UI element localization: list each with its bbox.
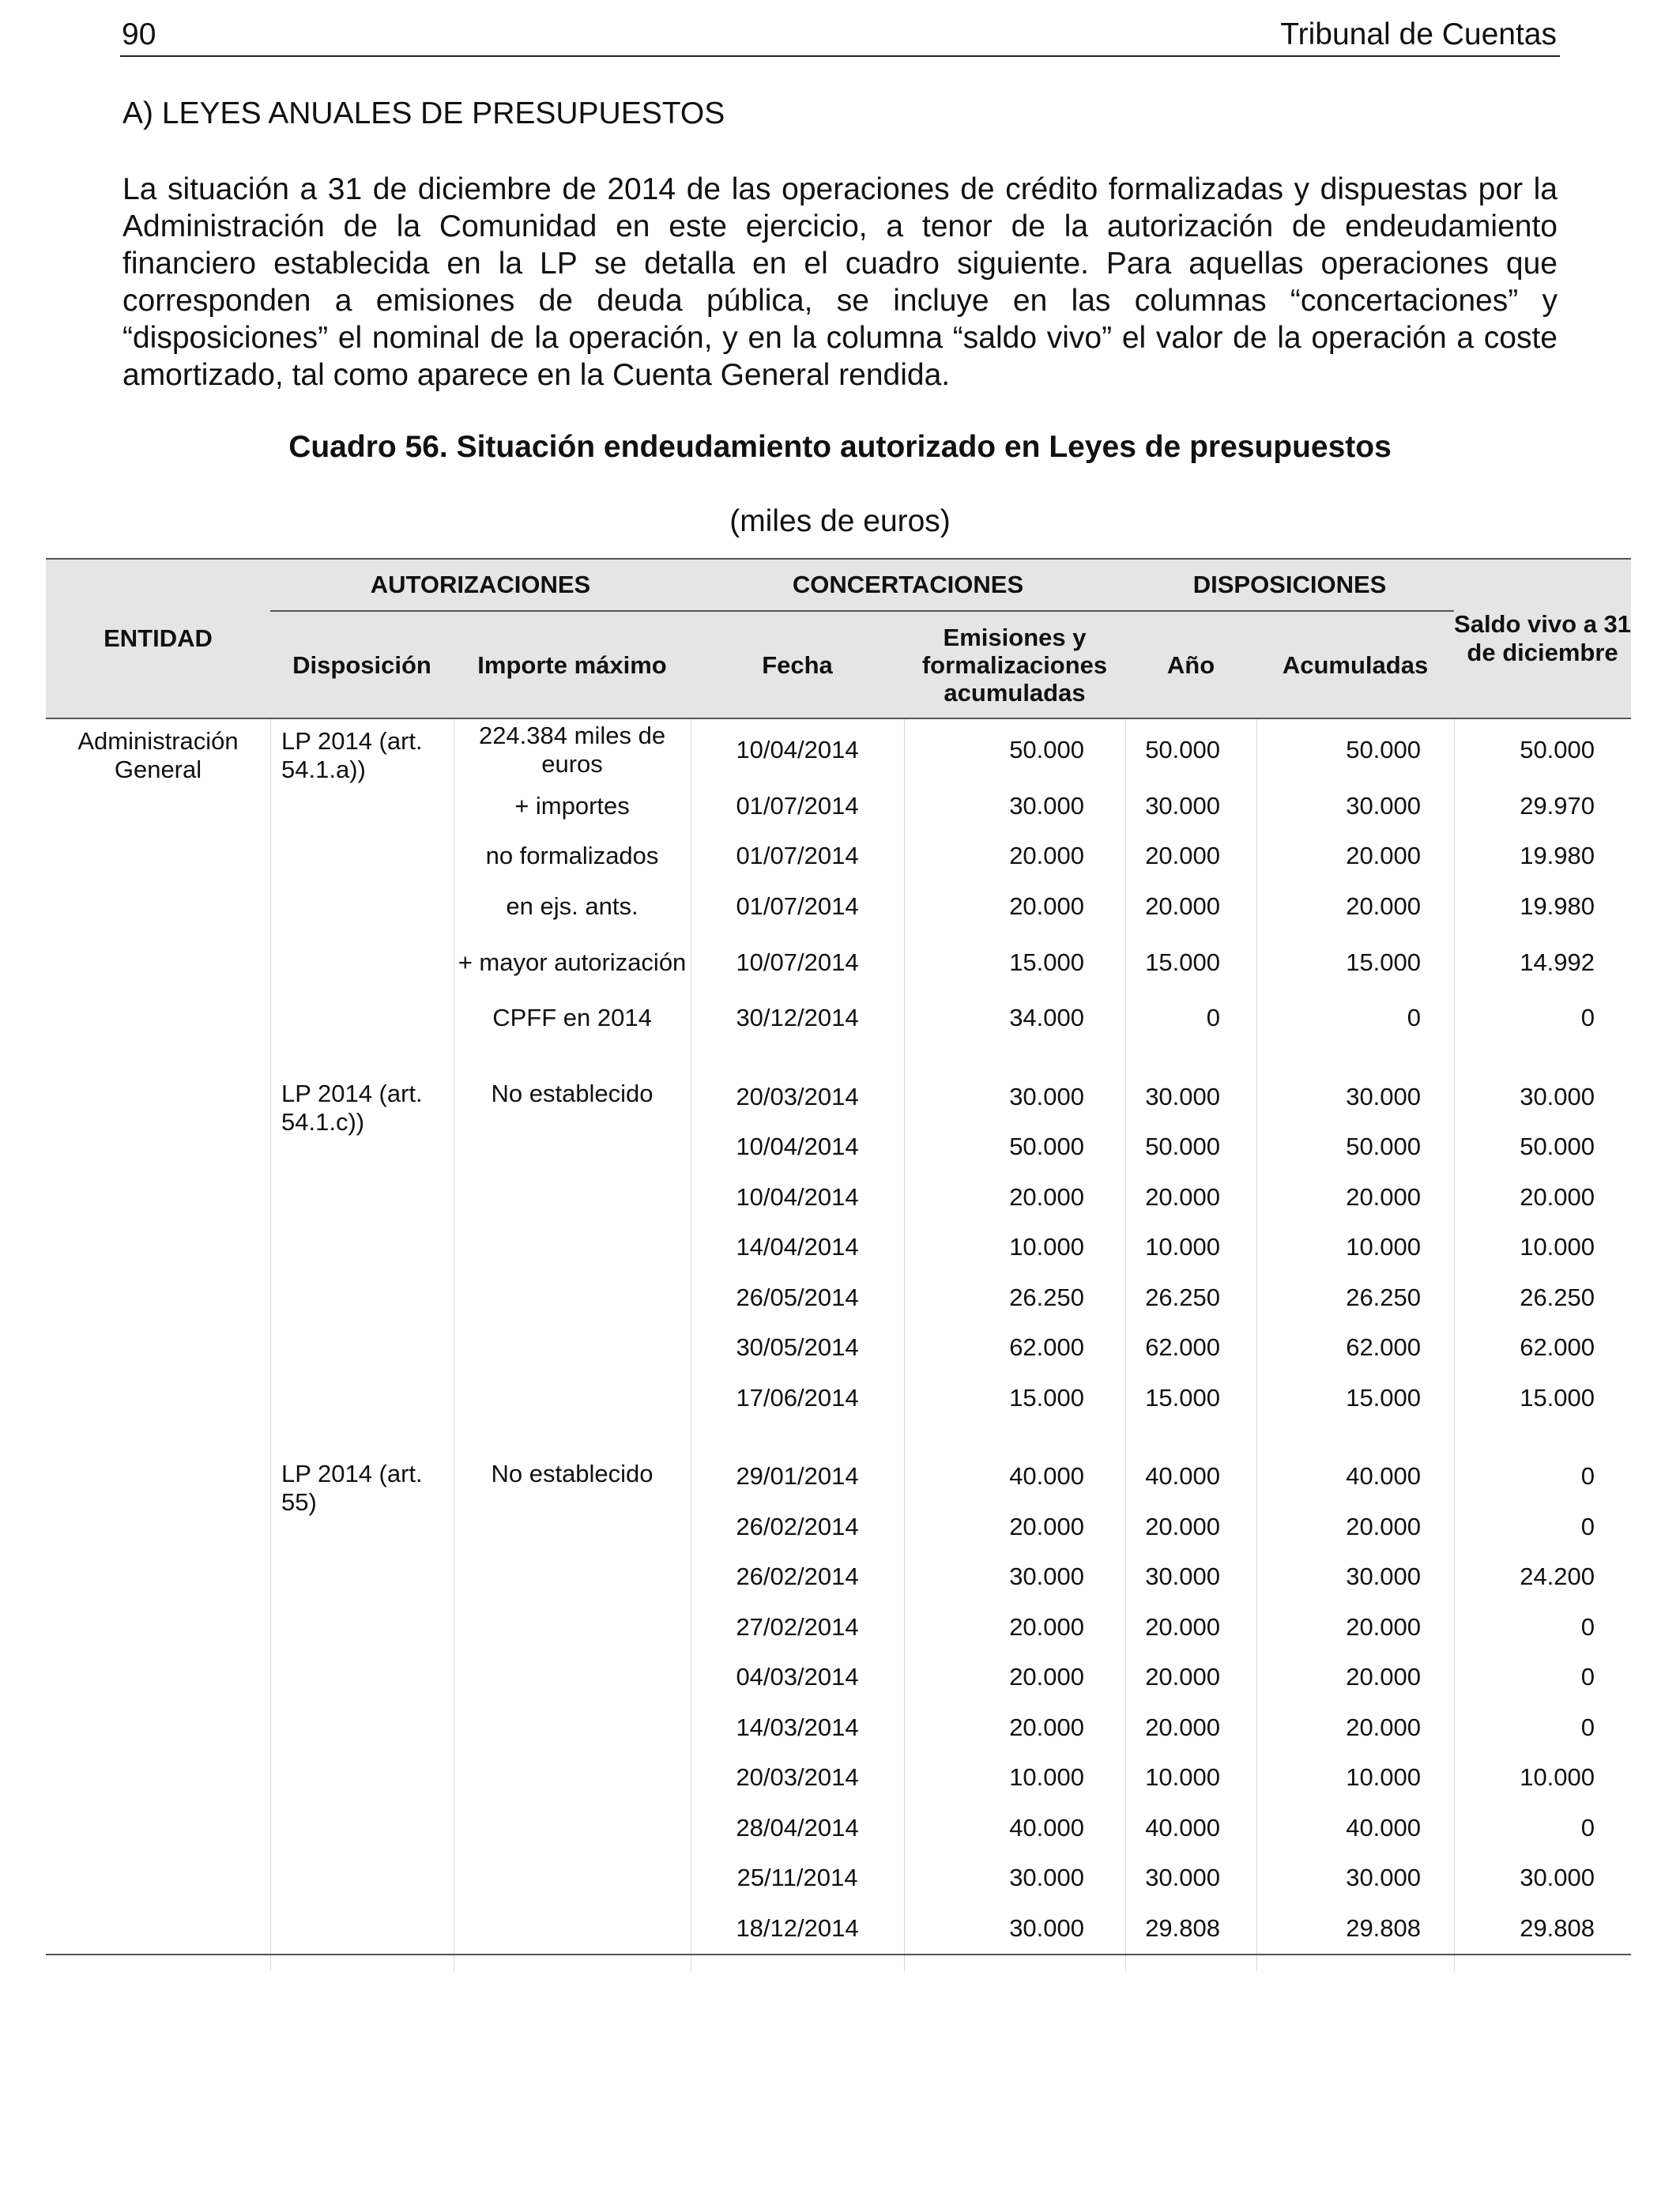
page-header xyxy=(120,11,1560,57)
acumuladas-cell: 20.000 xyxy=(1346,1612,1422,1641)
fecha-cell: 10/04/2014 xyxy=(736,1182,859,1211)
entity-cell: Administración General xyxy=(77,727,239,783)
saldo-cell: 0 xyxy=(1580,1462,1595,1491)
emisiones-cell: 50.000 xyxy=(1009,1133,1085,1161)
table-row xyxy=(46,1072,1631,1122)
acumuladas-cell: 20.000 xyxy=(1346,1512,1422,1540)
acumuladas-cell: 40.000 xyxy=(1346,1462,1422,1491)
fecha-cell: 01/07/2014 xyxy=(736,842,859,870)
header-importe-maximo: Importe máximo xyxy=(454,611,691,718)
emisiones-cell: 20.000 xyxy=(1009,1612,1085,1641)
ano-cell: 30.000 xyxy=(1145,1563,1221,1591)
disposicion-cell: LP 2014 (art. 54.1.c)) xyxy=(281,1080,423,1136)
saldo-cell: 29.808 xyxy=(1520,1913,1595,1942)
running-head: Tribunal de Cuentas xyxy=(1280,17,1557,51)
header-autorizaciones: AUTORIZACIONES xyxy=(270,559,691,611)
ano-cell: 15.000 xyxy=(1145,1383,1221,1412)
saldo-cell: 15.000 xyxy=(1520,1383,1595,1412)
emisiones-cell: 20.000 xyxy=(1009,892,1085,920)
ano-cell: 20.000 xyxy=(1145,892,1221,920)
fecha-cell: 29/01/2014 xyxy=(736,1462,859,1491)
fecha-cell: 10/07/2014 xyxy=(736,948,859,976)
header-saldo-vivo: Saldo vivo a 31 de diciembre xyxy=(1454,559,1631,718)
group-spacer xyxy=(46,1043,1631,1072)
ano-cell: 50.000 xyxy=(1145,736,1221,763)
saldo-cell: 50.000 xyxy=(1520,736,1595,763)
fecha-cell: 20/03/2014 xyxy=(736,1082,859,1110)
emisiones-cell: 20.000 xyxy=(1009,842,1085,870)
emisiones-cell: 40.000 xyxy=(1009,1462,1085,1491)
ano-cell: 20.000 xyxy=(1145,1182,1221,1211)
fecha-cell: 01/07/2014 xyxy=(736,892,859,920)
saldo-cell: 19.980 xyxy=(1520,842,1595,870)
fecha-cell: 28/04/2014 xyxy=(736,1813,859,1842)
emisiones-cell: 10.000 xyxy=(1009,1233,1085,1261)
emisiones-cell: 15.000 xyxy=(1009,1383,1085,1412)
table-body xyxy=(46,718,1631,1955)
body-paragraph: La situación a 31 de diciembre de 2014 de las operaciones de crédito formalizadas y dispuestas por la Administración de la Comunidad en este ejercicio, a tenor de la autorización de endeudamiento financiero establecida en la LP se detalla en el cuadro siguiente. Para aquellas operaciones que corresponden a emisiones de deuda pública, se incluye en las columnas “concertaciones” y “disposiciones” el nominal de la operación, y en la columna “saldo vivo” el valor de la operación a coste amortizado, tal como aparece en la Cuenta General rendida. xyxy=(122,172,1558,392)
emisiones-cell: 34.000 xyxy=(1009,1004,1085,1032)
debt-table xyxy=(46,558,1631,1955)
fecha-cell: 20/03/2014 xyxy=(736,1763,859,1792)
importe-line-cell: no formalizados xyxy=(485,842,659,870)
importe-cell: No establecido xyxy=(491,1459,654,1487)
acumuladas-cell: 26.250 xyxy=(1346,1283,1422,1311)
acumuladas-cell: 0 xyxy=(1407,1004,1422,1032)
acumuladas-cell: 29.808 xyxy=(1346,1913,1422,1942)
section-title: A) LEYES ANUALES DE PRESUPUESTOS xyxy=(122,96,725,130)
ano-cell: 40.000 xyxy=(1145,1462,1221,1491)
table-units: (miles de euros) xyxy=(729,504,951,538)
ano-cell: 30.000 xyxy=(1145,1864,1221,1892)
importe-line-cell: CPFF en 2014 xyxy=(492,1004,652,1032)
ano-cell: 62.000 xyxy=(1145,1333,1221,1362)
saldo-cell: 30.000 xyxy=(1520,1082,1595,1110)
fecha-cell: 04/03/2014 xyxy=(736,1663,859,1691)
header-concertaciones: CONCERTACIONES xyxy=(691,559,1125,611)
saldo-cell: 0 xyxy=(1580,1004,1595,1032)
fecha-cell: 25/11/2014 xyxy=(736,1864,858,1892)
saldo-cell: 10.000 xyxy=(1520,1233,1595,1261)
fecha-cell: 27/02/2014 xyxy=(736,1612,859,1641)
saldo-cell: 30.000 xyxy=(1520,1864,1595,1892)
acumuladas-cell: 30.000 xyxy=(1346,1082,1422,1110)
emisiones-cell: 20.000 xyxy=(1009,1713,1085,1741)
ano-cell: 29.808 xyxy=(1145,1913,1221,1942)
acumuladas-cell: 15.000 xyxy=(1346,1383,1422,1412)
fecha-cell: 17/06/2014 xyxy=(736,1383,859,1412)
emisiones-cell: 20.000 xyxy=(1009,1663,1085,1691)
acumuladas-cell: 20.000 xyxy=(1346,1713,1422,1741)
saldo-cell: 20.000 xyxy=(1520,1182,1595,1211)
ano-cell: 10.000 xyxy=(1145,1763,1221,1792)
importe-line-cell: 224.384 miles de euros xyxy=(478,722,666,778)
fecha-cell: 14/03/2014 xyxy=(736,1713,859,1741)
importe-line-cell: + importes xyxy=(514,791,630,820)
acumuladas-cell: 20.000 xyxy=(1346,1663,1422,1691)
ano-cell: 10.000 xyxy=(1145,1233,1221,1261)
saldo-cell: 10.000 xyxy=(1520,1763,1595,1792)
ano-cell: 15.000 xyxy=(1145,948,1221,976)
header-disposicion: Disposición xyxy=(270,611,454,718)
emisiones-cell: 20.000 xyxy=(1009,1182,1085,1211)
table-caption: Cuadro 56. Situación endeudamiento autorizado en Leyes de presupuestos xyxy=(288,430,1392,464)
emisiones-cell: 40.000 xyxy=(1009,1813,1085,1842)
fecha-cell: 14/04/2014 xyxy=(736,1233,859,1261)
emisiones-cell: 20.000 xyxy=(1009,1512,1085,1540)
disposicion-cell: LP 2014 (art. 54.1.a)) xyxy=(281,727,423,783)
emisiones-cell: 10.000 xyxy=(1009,1763,1085,1792)
page-number: 90 xyxy=(122,17,156,51)
fecha-cell: 26/05/2014 xyxy=(736,1283,859,1311)
table-header xyxy=(46,559,1631,718)
emisiones-cell: 30.000 xyxy=(1009,791,1085,820)
acumuladas-cell: 20.000 xyxy=(1346,842,1422,870)
ano-cell: 40.000 xyxy=(1145,1813,1221,1842)
ano-cell: 20.000 xyxy=(1145,1612,1221,1641)
group-spacer xyxy=(46,1423,1631,1452)
emisiones-cell: 50.000 xyxy=(1009,736,1085,763)
ano-cell: 20.000 xyxy=(1145,1713,1221,1741)
saldo-cell: 50.000 xyxy=(1520,1133,1595,1161)
importe-line-cell: en ejs. ants. xyxy=(506,892,638,920)
emisiones-cell: 30.000 xyxy=(1009,1563,1085,1591)
acumuladas-cell: 62.000 xyxy=(1346,1333,1422,1362)
fecha-cell: 26/02/2014 xyxy=(736,1563,859,1591)
saldo-cell: 0 xyxy=(1580,1713,1595,1741)
fecha-cell: 01/07/2014 xyxy=(736,791,859,820)
ano-cell: 20.000 xyxy=(1145,1663,1221,1691)
acumuladas-cell: 20.000 xyxy=(1346,1182,1422,1211)
fecha-cell: 10/04/2014 xyxy=(736,1133,859,1161)
saldo-cell: 29.970 xyxy=(1520,791,1595,820)
emisiones-cell: 30.000 xyxy=(1009,1082,1085,1110)
fecha-cell: 30/05/2014 xyxy=(736,1333,859,1362)
saldo-cell: 0 xyxy=(1580,1663,1595,1691)
emisiones-cell: 26.250 xyxy=(1009,1283,1085,1311)
acumuladas-cell: 30.000 xyxy=(1346,791,1422,820)
saldo-cell: 26.250 xyxy=(1520,1283,1595,1311)
emisiones-cell: 30.000 xyxy=(1009,1913,1085,1942)
acumuladas-cell: 40.000 xyxy=(1346,1813,1422,1842)
acumuladas-cell: 10.000 xyxy=(1346,1763,1422,1792)
header-entidad: ENTIDAD xyxy=(46,559,270,718)
saldo-cell: 19.980 xyxy=(1520,892,1595,920)
fecha-cell: 26/02/2014 xyxy=(736,1512,859,1540)
ano-cell: 26.250 xyxy=(1145,1283,1221,1311)
fecha-cell: 10/04/2014 xyxy=(736,736,859,763)
ano-cell: 0 xyxy=(1206,1004,1221,1032)
saldo-cell: 24.200 xyxy=(1520,1563,1595,1591)
ano-cell: 50.000 xyxy=(1145,1133,1221,1161)
ano-cell: 20.000 xyxy=(1145,1512,1221,1540)
ano-cell: 30.000 xyxy=(1145,791,1221,820)
acumuladas-cell: 20.000 xyxy=(1346,892,1422,920)
acumuladas-cell: 10.000 xyxy=(1346,1233,1422,1261)
ano-cell: 20.000 xyxy=(1145,842,1221,870)
importe-line-cell: + mayor autorización xyxy=(458,948,687,976)
acumuladas-cell: 30.000 xyxy=(1346,1563,1422,1591)
acumuladas-cell: 50.000 xyxy=(1346,736,1422,763)
fecha-cell: 30/12/2014 xyxy=(736,1004,859,1032)
saldo-cell: 0 xyxy=(1580,1612,1595,1641)
fecha-cell: 18/12/2014 xyxy=(736,1913,859,1942)
header-acumuladas: Acumuladas xyxy=(1256,611,1454,718)
importe-cell: No establecido xyxy=(491,1080,654,1107)
saldo-cell: 0 xyxy=(1580,1813,1595,1842)
acumuladas-cell: 50.000 xyxy=(1346,1133,1422,1161)
emisiones-cell: 15.000 xyxy=(1009,948,1085,976)
header-disposiciones: DISPOSICIONES xyxy=(1125,559,1454,611)
acumuladas-cell: 30.000 xyxy=(1346,1864,1422,1892)
saldo-cell: 14.992 xyxy=(1520,948,1595,976)
header-emisiones: Emisiones y formalizaciones acumuladas xyxy=(904,611,1125,718)
acumuladas-cell: 15.000 xyxy=(1346,948,1422,976)
table-row xyxy=(46,718,1631,781)
saldo-cell: 0 xyxy=(1580,1512,1595,1540)
emisiones-cell: 30.000 xyxy=(1009,1864,1085,1892)
emisiones-cell: 62.000 xyxy=(1009,1333,1085,1362)
disposicion-cell: LP 2014 (art. 55) xyxy=(281,1459,423,1516)
table-row xyxy=(46,1452,1631,1502)
ano-cell: 30.000 xyxy=(1145,1082,1221,1110)
saldo-cell: 62.000 xyxy=(1520,1333,1595,1362)
header-fecha: Fecha xyxy=(691,611,904,718)
header-ano: Año xyxy=(1125,611,1256,718)
